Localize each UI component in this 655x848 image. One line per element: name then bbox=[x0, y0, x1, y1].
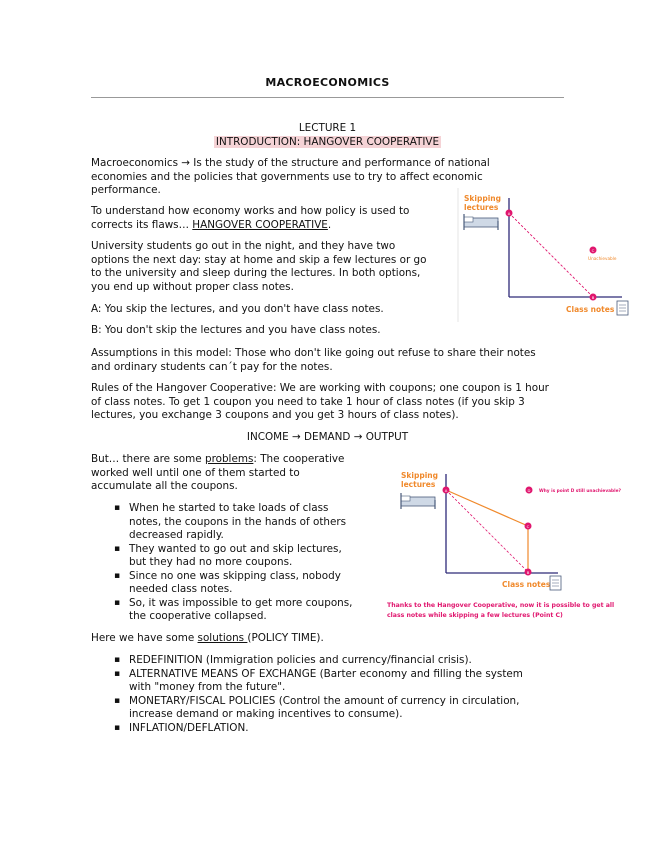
text-line: To understand how economy works and how policy is used to bbox=[91, 205, 410, 217]
text-line: notes, the coupons in the hands of others bbox=[129, 515, 347, 528]
scenario-paragraph bbox=[91, 240, 427, 294]
list-item bbox=[91, 543, 353, 570]
option-b: B: You don't skip the lectures and you have class notes. bbox=[91, 324, 381, 336]
text-line: ▪ They wanted to go out and skip lectures, bbox=[129, 542, 342, 555]
text-line: Rules of the Hangover Cooperative: We are working with coupons; one coupon is 1 hour bbox=[91, 382, 549, 394]
text-line: decreased rapidly. bbox=[129, 529, 224, 541]
rules-paragraph bbox=[91, 382, 549, 423]
solutions-link: solutions bbox=[197, 632, 248, 644]
lecture-number: LECTURE 1 bbox=[298, 122, 357, 134]
figure-2-caption-line2: class notes while skipping a few lectures (Point C) bbox=[387, 612, 563, 619]
text-run: (POLICY TIME). bbox=[247, 632, 324, 644]
text-line: accumulate all the coupons. bbox=[91, 480, 238, 492]
text-run: Here we have some bbox=[91, 632, 198, 644]
text-line: worked well until one of them started to bbox=[91, 466, 300, 479]
text-line: needed class notes. bbox=[129, 583, 233, 595]
text-line: Macroeconomics → Is the study of the structure and performance of national bbox=[91, 157, 490, 169]
title-divider bbox=[91, 97, 564, 98]
list-item bbox=[91, 654, 523, 668]
y-axis-label-line2: lectures bbox=[401, 480, 436, 489]
list-item bbox=[91, 597, 353, 624]
solutions-list bbox=[91, 654, 523, 735]
text-line: increase demand or making incentives to consume). bbox=[129, 708, 403, 720]
assumptions-paragraph bbox=[91, 347, 536, 374]
text-line: ▪ When he started to take loads of class bbox=[129, 502, 329, 514]
list-item bbox=[91, 695, 523, 722]
list-item bbox=[91, 668, 523, 695]
text-line: the cooperative collapsed. bbox=[129, 610, 267, 622]
text-run: But… there are some bbox=[91, 453, 205, 465]
section-heading-text: INTRODUCTION: HANGOVER COOPERATIVE bbox=[215, 136, 440, 148]
text-line: economies and the policies that governments use to try to affect economic bbox=[91, 170, 483, 183]
figure-2-caption-line1: Thanks to the Hangover Cooperative, now it is possible to get all bbox=[387, 602, 615, 609]
point-a-label: A bbox=[507, 211, 511, 216]
point-c-note: Unachievable bbox=[588, 256, 617, 261]
income-demand-output-flow: INCOME → DEMAND → OUTPUT bbox=[246, 431, 409, 443]
point-a-label: A bbox=[444, 488, 448, 493]
document-title: MACROECONOMICS bbox=[265, 76, 390, 89]
y-axis-label-line1: Skipping bbox=[464, 194, 501, 203]
text-line: with "money from the future". bbox=[129, 681, 286, 693]
figure-2-diagram bbox=[383, 466, 621, 624]
text-line: Assumptions in this model: Those who don't like going out refuse to share their notes bbox=[91, 347, 536, 359]
text-line: University students go out in the night, and they have two bbox=[91, 240, 396, 252]
text-line: of class notes. To get 1 coupon you need to take 1 hour of class notes (if you skip 3 bbox=[91, 395, 525, 408]
text-line: performance. bbox=[91, 184, 161, 196]
text-line: ▪ INFLATION/DEFLATION. bbox=[129, 721, 249, 734]
problems-paragraph bbox=[91, 453, 344, 494]
list-item bbox=[91, 570, 353, 597]
point-b-label: B bbox=[591, 295, 595, 300]
text-line: ▪ So, it was impossible to get more coupons, bbox=[129, 596, 353, 609]
text-line: ▪ REDEFINITION (Immigration policies and currency/financial crisis). bbox=[129, 654, 472, 666]
notebook-icon bbox=[550, 576, 561, 590]
text-line: options the next day: stay at home and skip a few lectures or go bbox=[91, 253, 427, 266]
point-c-label: C bbox=[526, 524, 530, 529]
point-c-label: C bbox=[591, 248, 595, 253]
section-heading bbox=[0, 136, 655, 148]
text-line bbox=[91, 219, 409, 233]
text-run: corrects its flaws… bbox=[91, 218, 193, 231]
definition-paragraph bbox=[91, 157, 490, 198]
list-item bbox=[91, 502, 353, 543]
text-line: lectures, you exchange 3 coupons and you get 3 hours of class notes). bbox=[91, 409, 459, 421]
x-axis-label: Class notes bbox=[502, 580, 551, 589]
text-line: ▪ Since no one was skipping class, nobody bbox=[129, 569, 341, 582]
text-line: you end up without proper class notes. bbox=[91, 280, 294, 293]
text-line: but they had no more coupons. bbox=[129, 556, 293, 568]
y-axis-label-line2: lectures bbox=[464, 203, 499, 212]
hangover-cooperative-link: HANGOVER COOPERATIVE bbox=[192, 218, 328, 231]
x-axis-label: Class notes bbox=[566, 305, 615, 314]
problems-list bbox=[91, 502, 353, 624]
text-run: : The cooperative bbox=[253, 453, 345, 465]
point-b-label: B bbox=[526, 570, 530, 575]
problems-link: problems bbox=[204, 453, 254, 465]
text-line: ▪ MONETARY/FISCAL POLICIES (Control the amount of currency in circulation, bbox=[129, 694, 520, 707]
text-run: . bbox=[327, 218, 332, 231]
purpose-paragraph bbox=[91, 205, 409, 232]
y-axis-label-line1: Skipping bbox=[401, 471, 438, 480]
solutions-paragraph bbox=[91, 632, 324, 646]
text-line bbox=[91, 453, 344, 467]
point-d-label: D bbox=[527, 488, 531, 493]
notebook-icon bbox=[617, 301, 628, 315]
text-line: ▪ ALTERNATIVE MEANS OF EXCHANGE (Barter economy and filling the system bbox=[129, 667, 523, 680]
text-line: and ordinary students can´t pay for the notes. bbox=[91, 360, 333, 373]
text-line: to the university and sleep during the lectures. In both options, bbox=[91, 267, 421, 279]
figure-1-diagram bbox=[456, 188, 632, 322]
list-item bbox=[91, 722, 523, 736]
point-d-question: Why is point D still unachievable? bbox=[539, 489, 621, 494]
option-a: A: You skip the lectures, and you don't have class notes. bbox=[91, 303, 384, 315]
